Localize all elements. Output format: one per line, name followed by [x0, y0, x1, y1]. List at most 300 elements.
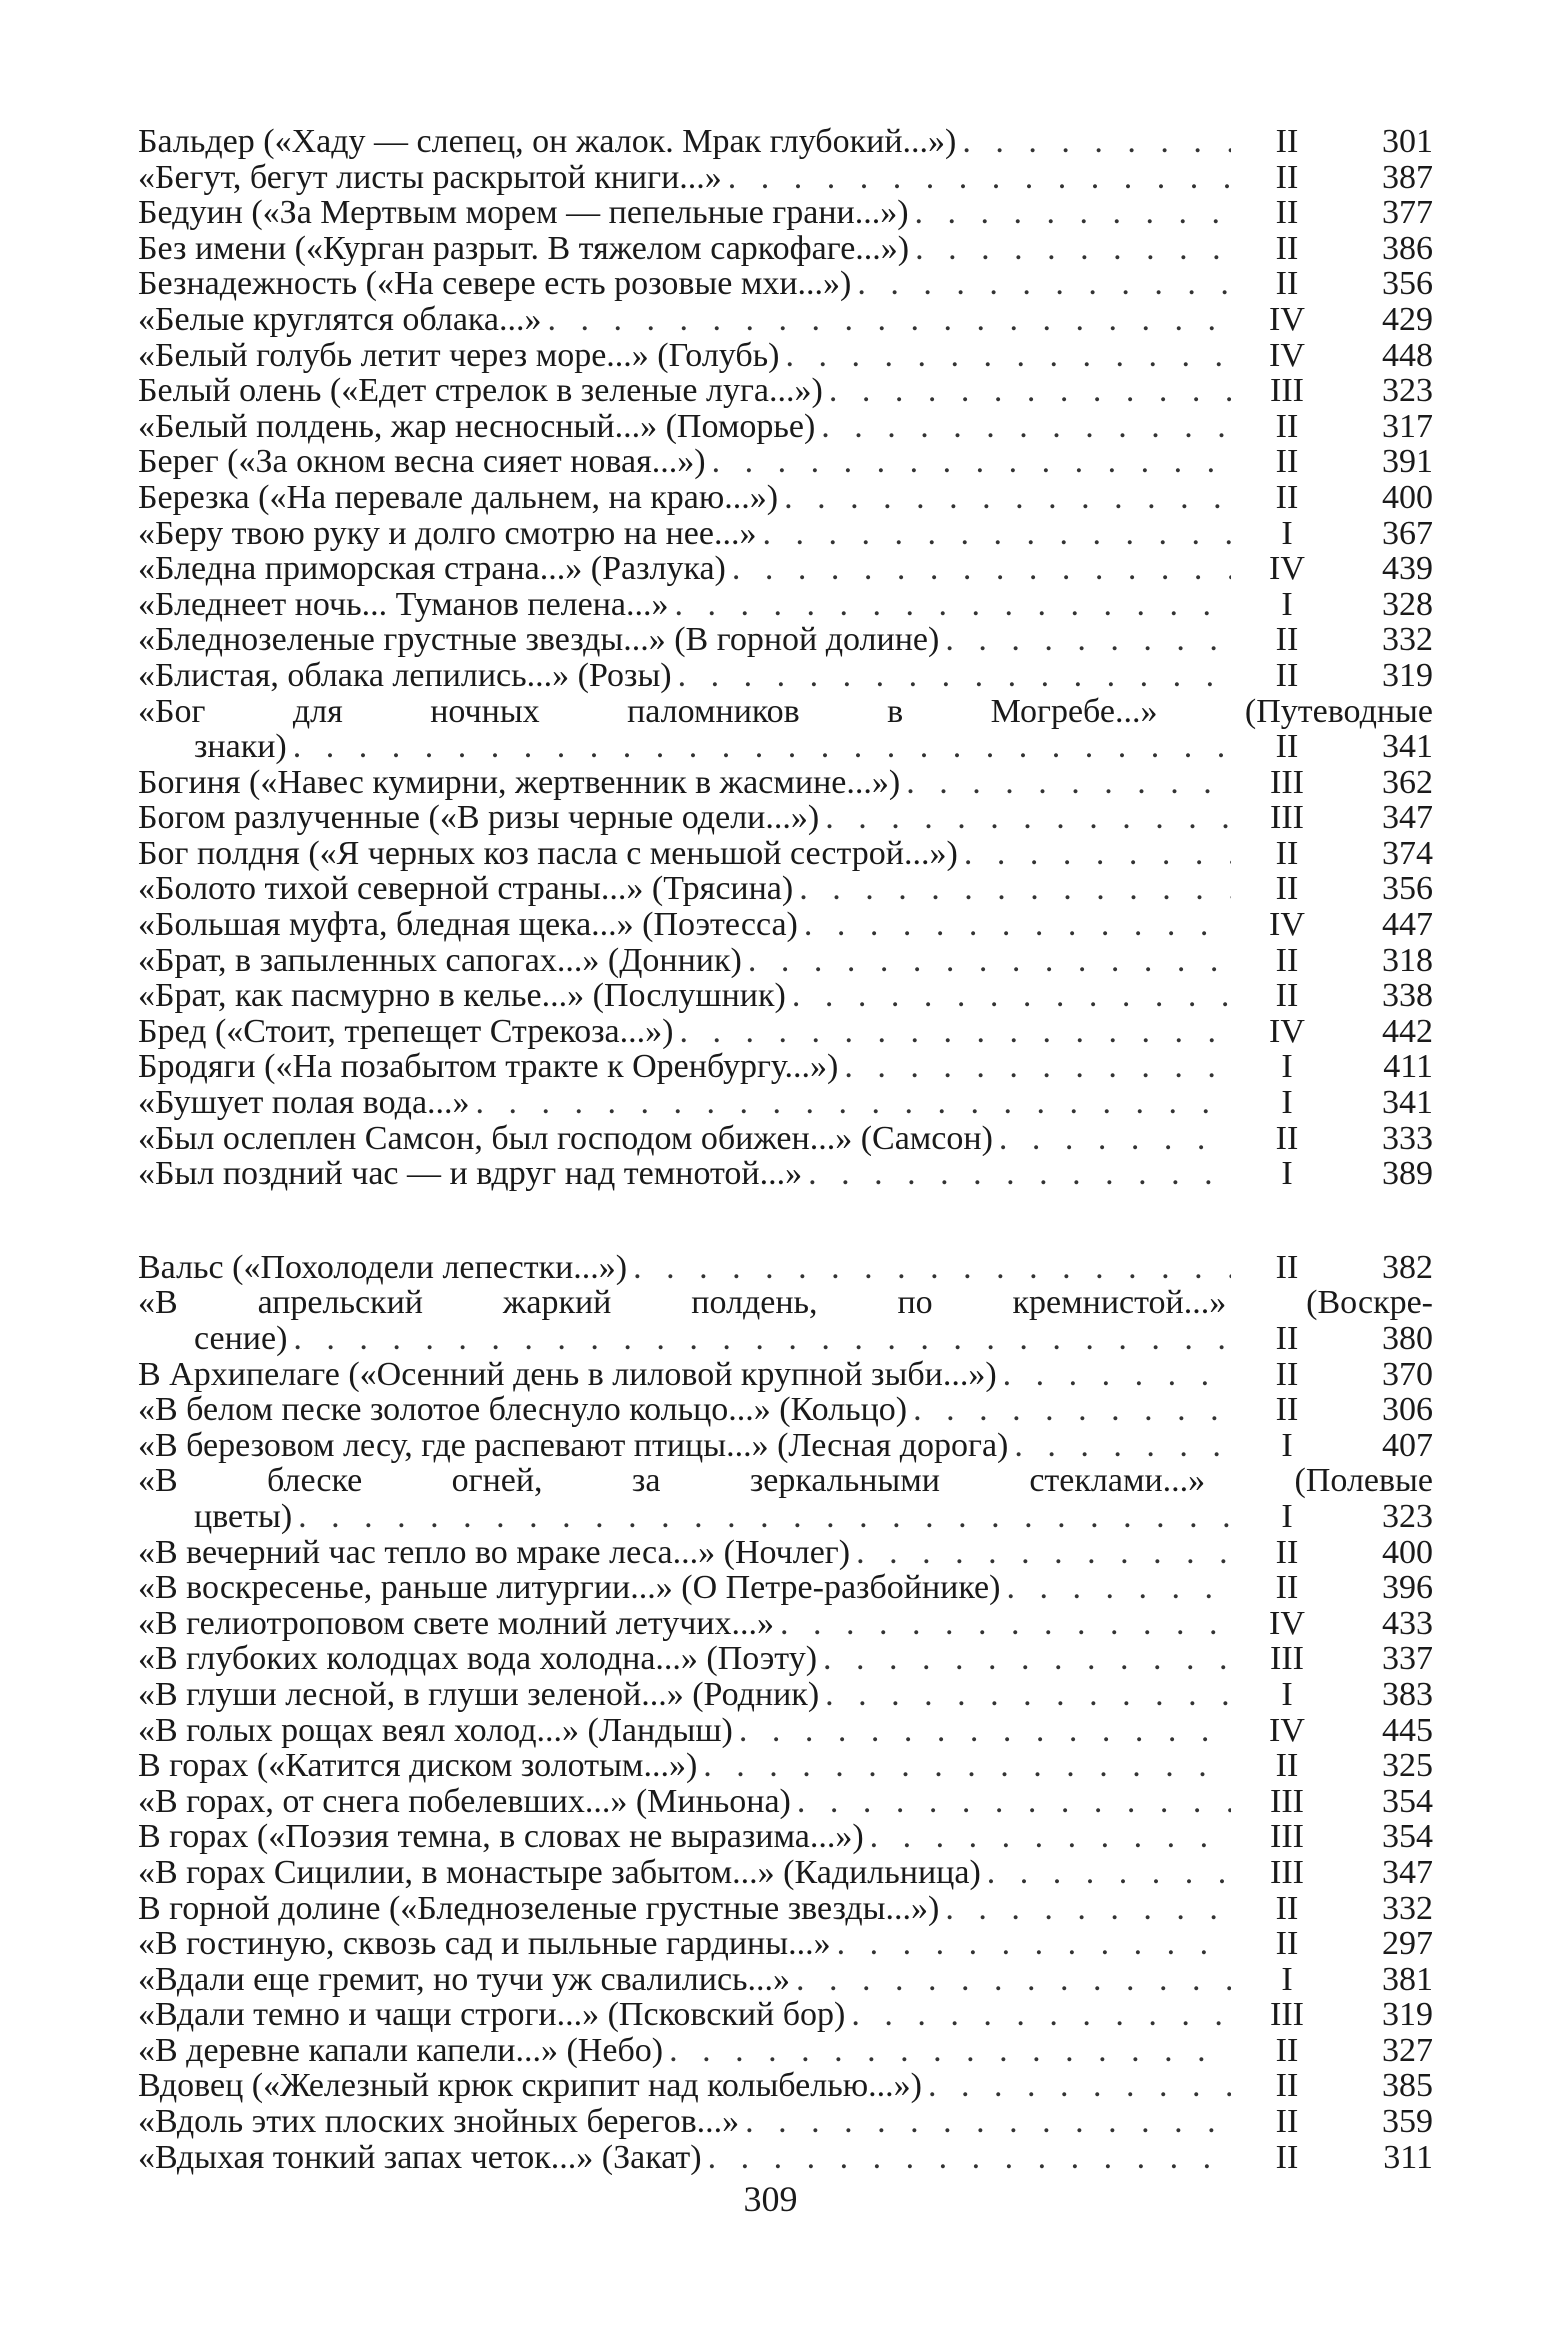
entry-title: «В деревне капали капели...» (Небо) — [138, 2032, 664, 2069]
entry-title: «Вдоль этих плоских знойных берегов...» — [138, 2104, 740, 2140]
volume-number: I — [1281, 586, 1293, 623]
index-entry — [138, 1713, 1433, 1749]
volume-number: II — [1275, 408, 1299, 445]
entry-title-continuation: цветы) — [194, 1498, 293, 1535]
leader-dots — [838, 1049, 1231, 1085]
volume-number: I — [1281, 1498, 1293, 1535]
entry-title: «В глубоких колодцах вода холодна...» (Поэту) — [138, 1641, 818, 1677]
entry-row — [138, 836, 1433, 872]
entry-row — [138, 2104, 1433, 2140]
page-number: 309 — [743, 2179, 798, 2219]
entry-row — [138, 1997, 1433, 2033]
index-entry — [138, 2068, 1433, 2104]
entry-title-line — [138, 694, 1433, 730]
entry-row — [138, 943, 1433, 979]
leader-dots — [542, 302, 1231, 338]
leader-dots — [733, 1713, 1231, 1749]
entry-row — [138, 1392, 1433, 1428]
volume-number: III — [1270, 1641, 1304, 1677]
entry-title: «Бледна приморская страна...» (Разлука) — [138, 551, 726, 587]
volume-number: III — [1270, 1783, 1304, 1820]
volume-number: II — [1275, 2068, 1299, 2105]
volume-number: I — [1281, 1676, 1293, 1713]
volume-number: IV — [1269, 1013, 1305, 1050]
index-entry — [138, 1285, 1433, 1356]
entry-row — [138, 1677, 1433, 1713]
index-entry — [138, 231, 1433, 267]
index-entry — [138, 1606, 1433, 1642]
entry-title: «Бледнеет ночь... Туманов пелена...» — [138, 586, 669, 623]
index-entry — [138, 124, 1433, 160]
leader-dots — [706, 444, 1231, 480]
entry-title: «В березовом лесу, где распевают птицы...» (Лесная дорога) — [138, 1427, 1009, 1464]
index-entry — [138, 1819, 1433, 1855]
volume-number: IV — [1269, 301, 1305, 338]
entry-title: «В вечерний час тепло во мраке леса...» (Ночлег) — [138, 1534, 851, 1571]
entry-row — [138, 1891, 1433, 1927]
entry-row — [138, 658, 1433, 694]
index-entry — [138, 2140, 1433, 2176]
page-ref: 318 — [1382, 942, 1433, 979]
page-ref: 317 — [1382, 408, 1433, 445]
entry-row — [138, 978, 1433, 1014]
entry-row — [138, 587, 1433, 623]
volume-number: I — [1281, 1085, 1293, 1121]
index-entry — [138, 907, 1433, 943]
entry-title-line — [138, 1463, 1433, 1499]
leader-dots — [907, 1392, 1231, 1428]
entry-title: «Бушует полая вода...» — [138, 1085, 470, 1121]
index-entry — [138, 302, 1433, 338]
volume-number: II — [1275, 1356, 1299, 1393]
entry-row — [138, 1049, 1433, 1085]
index-entry — [138, 978, 1433, 1014]
leader-dots — [287, 729, 1231, 765]
entry-row — [138, 302, 1433, 338]
index-entry — [138, 1748, 1433, 1784]
leader-dots — [850, 1535, 1231, 1571]
page-ref: 439 — [1382, 551, 1433, 587]
leader-dots — [779, 338, 1231, 374]
entry-row — [138, 1321, 1433, 1357]
page-ref: 447 — [1382, 907, 1433, 943]
entry-row — [138, 480, 1433, 516]
leader-dots — [697, 1748, 1231, 1784]
entry-title: «Болото тихой северной страны...» (Трясина) — [138, 871, 794, 908]
leader-dots — [798, 907, 1231, 943]
index-entry — [138, 658, 1433, 694]
index-entry — [138, 1250, 1433, 1286]
volume-number: I — [1281, 1156, 1293, 1192]
volume-number: II — [1275, 1321, 1299, 1357]
entry-title: Бальдер («Хаду — слепец, он жалок. Мрак глубокий...») — [138, 124, 957, 160]
index-entry — [138, 1428, 1433, 1464]
page-ref: 381 — [1382, 1961, 1433, 1998]
leader-dots — [958, 836, 1231, 872]
index-entry — [138, 1392, 1433, 1428]
index-entry — [138, 836, 1433, 872]
leader-dots — [956, 124, 1231, 160]
page-ref: 442 — [1382, 1013, 1433, 1050]
page-ref: 396 — [1382, 1570, 1433, 1606]
leader-dots — [778, 480, 1231, 516]
page-ref: 341 — [1382, 729, 1433, 765]
page-ref: 387 — [1382, 159, 1433, 196]
entry-row — [138, 1428, 1433, 1464]
volume-number: II — [1275, 729, 1299, 765]
volume-number: II — [1275, 1570, 1299, 1606]
leader-dots — [672, 658, 1231, 694]
entry-row — [138, 551, 1433, 587]
leader-dots — [756, 516, 1231, 552]
leader-dots — [793, 871, 1231, 907]
volume-number: II — [1275, 266, 1299, 302]
index-entry — [138, 1926, 1433, 1962]
index-list — [138, 124, 1433, 2175]
entry-row — [138, 1357, 1433, 1393]
index-entry — [138, 1784, 1433, 1820]
volume-number: II — [1275, 835, 1299, 872]
entry-row — [138, 1085, 1433, 1121]
entry-row — [138, 338, 1433, 374]
page-ref: 301 — [1382, 124, 1433, 160]
entry-title: «Большая муфта, бледная щека...» (Поэтесса) — [138, 907, 798, 943]
index-entry — [138, 338, 1433, 374]
page-ref: 337 — [1382, 1641, 1433, 1677]
index-section-v — [138, 1250, 1433, 2175]
page-ref: 325 — [1382, 1748, 1433, 1784]
leader-dots — [819, 800, 1231, 836]
index-entry — [138, 694, 1433, 765]
entry-title: «В голых рощах веял холод...» (Ландыш) — [138, 1712, 733, 1749]
volume-number: II — [1275, 1534, 1299, 1571]
entry-title: В горах («Поэзия темна, в словах не выразима...») — [138, 1819, 864, 1855]
page-ref: 347 — [1382, 1854, 1433, 1891]
entry-row — [138, 1748, 1433, 1784]
entry-row — [138, 1641, 1433, 1677]
entry-row — [138, 373, 1433, 409]
page-ref: 332 — [1382, 1890, 1433, 1927]
index-entry — [138, 1014, 1433, 1050]
leader-dots — [669, 587, 1231, 623]
volume-number: II — [1275, 195, 1299, 231]
index-entry — [138, 1463, 1433, 1534]
volume-number: II — [1275, 1926, 1299, 1962]
entry-title: «Бегут, бегут листы раскрытой книги...» — [138, 159, 722, 196]
entry-title: «В белом песке золотое блеснуло кольцо...» (Кольцо) — [138, 1392, 908, 1428]
index-entry — [138, 622, 1433, 658]
entry-row — [138, 231, 1433, 267]
leader-dots — [791, 1784, 1231, 1820]
entry-title: Вальс («Похолодели лепестки...») — [138, 1249, 628, 1286]
page-ref: 323 — [1382, 373, 1433, 409]
leader-dots — [909, 231, 1231, 267]
volume-number: III — [1270, 1854, 1304, 1891]
page-ref: 377 — [1382, 195, 1433, 231]
page-ref: 433 — [1382, 1605, 1433, 1642]
volume-number: III — [1270, 373, 1304, 409]
entry-title: Бог полдня («Я черных коз пасла с меньшой сестрой...») — [138, 835, 958, 872]
page-ref: 362 — [1382, 764, 1433, 801]
index-entry — [138, 266, 1433, 302]
page-ref: 448 — [1382, 337, 1433, 374]
entry-title: «В апрельский жаркий полдень, по кремнистой...» (Воскре- — [138, 1284, 1433, 1322]
leader-dots — [845, 1997, 1231, 2033]
page-ref: 400 — [1382, 479, 1433, 516]
leader-dots — [900, 765, 1231, 801]
entry-title: В Архипелаге («Осенний день в лиловой крупной зыби...») — [138, 1356, 997, 1393]
volume-number: II — [1275, 1890, 1299, 1927]
index-entry — [138, 1121, 1433, 1157]
leader-dots — [939, 1891, 1231, 1927]
leader-dots — [673, 1014, 1231, 1050]
volume-number: III — [1270, 1819, 1304, 1855]
page-ref: 347 — [1382, 800, 1433, 836]
entry-row — [138, 1926, 1433, 1962]
index-entry — [138, 195, 1433, 231]
entry-title: Берег («За окном весна сияет новая...») — [138, 444, 706, 480]
index-entry — [138, 1085, 1433, 1121]
entry-row — [138, 1535, 1433, 1571]
entry-title: Бродяги («На позабытом тракте к Оренбургу...») — [138, 1049, 839, 1086]
entry-row — [138, 1121, 1433, 1157]
entry-title: «Был ослеплен Самсон, был господом обижен...» (Самсон) — [138, 1120, 993, 1157]
page-ref: 359 — [1382, 2104, 1433, 2140]
index-entry — [138, 409, 1433, 445]
leader-dots — [981, 1855, 1231, 1891]
page-ref: 407 — [1382, 1427, 1433, 1464]
index-entry — [138, 1641, 1433, 1677]
volume-number: II — [1275, 871, 1299, 908]
leader-dots — [1008, 1428, 1231, 1464]
leader-dots — [1000, 1570, 1231, 1606]
volume-number: II — [1275, 2104, 1299, 2140]
entry-title: «Вдыхая тонкий запах четок...» (Закат) — [138, 2139, 702, 2176]
entry-title: «Брат, как пасмурно в келье...» (Послушник) — [138, 978, 786, 1014]
page-ref: 354 — [1382, 1819, 1433, 1855]
page-ref: 354 — [1382, 1783, 1433, 1820]
entry-row — [138, 1713, 1433, 1749]
page-ref: 380 — [1382, 1321, 1433, 1357]
index-entry — [138, 587, 1433, 623]
volume-number: II — [1275, 942, 1299, 979]
leader-dots — [815, 409, 1231, 445]
volume-number: IV — [1269, 1605, 1305, 1642]
leader-dots — [786, 978, 1231, 1014]
volume-number: II — [1275, 1748, 1299, 1784]
leader-dots — [993, 1121, 1231, 1157]
entry-row — [138, 444, 1433, 480]
page-ref: 338 — [1382, 978, 1433, 1014]
entry-row — [138, 124, 1433, 160]
volume-number: II — [1275, 978, 1299, 1014]
index-entry — [138, 1962, 1433, 1998]
index-entry — [138, 1049, 1433, 1085]
entry-row — [138, 160, 1433, 196]
page-ref: 297 — [1382, 1926, 1433, 1962]
volume-number: III — [1270, 1997, 1304, 2033]
volume-number: II — [1275, 159, 1299, 196]
leader-dots — [726, 551, 1231, 587]
entry-title: «Белый голубь летит через море...» (Голубь) — [138, 337, 780, 374]
page-ref: 370 — [1382, 1356, 1433, 1393]
leader-dots — [997, 1357, 1231, 1393]
entry-title: «В горах, от снега побелевших...» (Миньона) — [138, 1783, 791, 1820]
index-entry — [138, 1357, 1433, 1393]
entry-row — [138, 622, 1433, 658]
entry-row — [138, 1156, 1433, 1192]
volume-number: II — [1275, 1120, 1299, 1157]
volume-number: II — [1275, 479, 1299, 516]
entry-row — [138, 729, 1433, 765]
index-entry — [138, 943, 1433, 979]
volume-number: II — [1275, 1392, 1299, 1428]
entry-title: «Белые круглятся облака...» — [138, 301, 542, 338]
entry-title: Безнадежность («На севере есть розовые мхи...») — [138, 266, 852, 302]
entry-row — [138, 1784, 1433, 1820]
index-entry — [138, 2033, 1433, 2069]
page-ref: 311 — [1383, 2139, 1433, 2176]
volume-number: II — [1275, 657, 1299, 694]
entry-title: Бедуин («За Мертвым морем — пепельные грани...») — [138, 195, 909, 231]
leader-dots — [864, 1819, 1231, 1855]
entry-title: Богом разлученные («В ризы черные одели...») — [138, 800, 820, 836]
page-ref: 429 — [1382, 301, 1433, 338]
entry-title: «Вдали темно и чащи строги...» (Псковский бор) — [138, 1997, 846, 2033]
leader-dots — [292, 1499, 1231, 1535]
page-ref: 356 — [1382, 871, 1433, 908]
index-entry — [138, 160, 1433, 196]
page-ref: 411 — [1383, 1049, 1433, 1086]
volume-number: II — [1275, 1249, 1299, 1286]
leader-dots — [742, 943, 1231, 979]
entry-title: Вдовец («Железный крюк скрипит над колыбелью...») — [138, 2068, 922, 2105]
leader-dots — [722, 160, 1231, 196]
entry-title: «Бог для ночных паломников в Могребе...» (Путеводные — [138, 692, 1433, 730]
index-entry — [138, 1156, 1433, 1192]
index-entry — [138, 1535, 1433, 1571]
entry-title: «Блистая, облака лепились...» (Розы) — [138, 657, 672, 694]
volume-number: IV — [1269, 551, 1305, 587]
index-section-b — [138, 124, 1433, 1192]
entry-title: В горной долине («Бледнозеленые грустные звезды...») — [138, 1890, 940, 1927]
volume-number: III — [1270, 800, 1304, 836]
page-ref: 306 — [1382, 1392, 1433, 1428]
index-entry — [138, 871, 1433, 907]
section-gap — [138, 1192, 1433, 1250]
index-entry — [138, 2104, 1433, 2140]
entry-title: Белый олень («Едет стрелок в зеленые луга...») — [138, 373, 823, 409]
entry-title-continuation: сение) — [194, 1321, 288, 1357]
entry-row — [138, 1606, 1433, 1642]
index-entry — [138, 1855, 1433, 1891]
entry-title: Березка («На перевале дальнем, на краю...») — [138, 479, 779, 516]
leader-dots — [939, 622, 1231, 658]
entry-title: «В блеске огней, за зеркальными стеклами...» (Полевые — [138, 1462, 1433, 1500]
entry-title-continuation: знаки) — [194, 729, 287, 765]
page-ref: 389 — [1382, 1156, 1433, 1192]
entry-title: «Белый полдень, жар несносный...» (Поморье) — [138, 408, 816, 445]
entry-row — [138, 1819, 1433, 1855]
entry-row — [138, 907, 1433, 943]
entry-title: Без имени («Курган разрыт. В тяжелом саркофаге...») — [138, 230, 910, 267]
index-entry — [138, 516, 1433, 552]
leader-dots — [470, 1085, 1231, 1121]
entry-title: «В воскресенье, раньше литургии...» (О Петре-разбойнике) — [138, 1570, 1001, 1606]
index-entry — [138, 1677, 1433, 1713]
volume-number: IV — [1269, 1712, 1305, 1749]
volume-number: IV — [1269, 907, 1305, 943]
page-ref: 391 — [1382, 444, 1433, 480]
entry-row — [138, 1250, 1433, 1286]
index-entry — [138, 1570, 1433, 1606]
entry-title: «Бледнозеленые грустные звезды...» (В горной долине) — [138, 622, 940, 658]
page-ref: 319 — [1382, 1997, 1433, 2033]
index-entry — [138, 1997, 1433, 2033]
page-ref: 367 — [1382, 515, 1433, 552]
entry-row — [138, 765, 1433, 801]
volume-number: I — [1281, 515, 1293, 552]
volume-number: III — [1270, 764, 1304, 801]
entry-title: «В гостиную, сквозь сад и пыльные гардины...» — [138, 1926, 831, 1962]
leader-dots — [922, 2068, 1231, 2104]
index-entry — [138, 551, 1433, 587]
leader-dots — [663, 2033, 1231, 2069]
entry-title: «В гелиотроповом свете молний летучих...» — [138, 1605, 775, 1642]
page-ref: 383 — [1382, 1676, 1433, 1713]
page-ref: 385 — [1382, 2068, 1433, 2105]
volume-number: II — [1275, 124, 1299, 160]
entry-row — [138, 516, 1433, 552]
entry-row — [138, 1014, 1433, 1050]
leader-dots — [851, 266, 1231, 302]
entry-title: «Вдали еще гремит, но тучи уж свалились...» — [138, 1961, 791, 1998]
entry-row — [138, 1570, 1433, 1606]
entry-row — [138, 1855, 1433, 1891]
volume-number: II — [1275, 230, 1299, 267]
entry-row — [138, 266, 1433, 302]
entry-title: «Беру твою руку и долго смотрю на нее...» — [138, 515, 757, 552]
leader-dots — [909, 195, 1231, 231]
volume-number: I — [1281, 1049, 1293, 1086]
leader-dots — [774, 1606, 1231, 1642]
leader-dots — [702, 2140, 1231, 2176]
entry-row — [138, 800, 1433, 836]
entry-row — [138, 2140, 1433, 2176]
entry-row — [138, 2033, 1433, 2069]
leader-dots — [819, 1677, 1231, 1713]
page-ref: 328 — [1382, 586, 1433, 623]
page-ref: 327 — [1382, 2032, 1433, 2069]
index-entry — [138, 444, 1433, 480]
entry-row — [138, 2068, 1433, 2104]
volume-number: II — [1275, 622, 1299, 658]
volume-number: I — [1281, 1961, 1293, 1998]
leader-dots — [287, 1321, 1231, 1357]
volume-number: IV — [1269, 337, 1305, 374]
page-ref: 323 — [1382, 1498, 1433, 1535]
entry-title: В горах («Катится диском золотым...») — [138, 1748, 698, 1784]
page-ref: 333 — [1382, 1120, 1433, 1157]
page-ref: 374 — [1382, 835, 1433, 872]
volume-number: I — [1281, 1427, 1293, 1464]
page-ref: 319 — [1382, 657, 1433, 694]
index-entry — [138, 480, 1433, 516]
entry-title: Богиня («Навес кумирни, жертвенник в жасмине...») — [138, 764, 901, 801]
page-ref: 341 — [1382, 1085, 1433, 1121]
leader-dots — [627, 1250, 1231, 1286]
entry-row — [138, 871, 1433, 907]
